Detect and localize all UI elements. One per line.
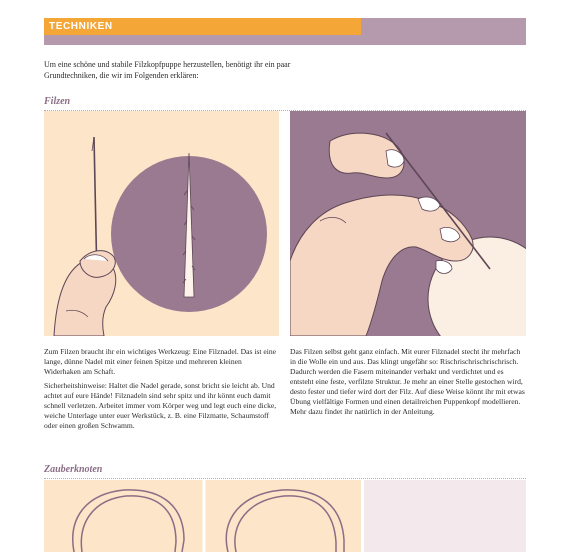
caption-left-paragraph-2: Sicherheitshinweise: Haltet die Nadel gerade, sonst bricht sie leicht ab. Und achtet auf eure Hände! Filznadeln sind sehr spitz und ihr könnt euch damit schnell verletzen. Arbeitet immer vom Körper weg und legt euch eine dicke, weiche Unterlage unter euer Werkstück, z. B. eine Filzmatte, Schaumstoff oder einen großen Schwamm. [44,381,277,430]
felting-hands-illustration [290,111,526,336]
section-divider [44,478,526,479]
caption-right [290,347,526,421]
section-header-title: TECHNIKEN [44,18,361,35]
knot-illustration-extra [364,480,526,552]
caption-left [44,347,280,435]
caption-right-paragraph-1: Das Filzen selbst geht ganz einfach. Mit eurer Filznadel stecht ihr mehrfach in die Wolle ein und aus. Das klingt ungefähr so: Rischrischrischrischrisch. Dadurch werden die Fasern miteinander verhakt und verdichtet und es entsteht eine feste, verfilzte Struktur. Je mehr an einer Stelle gestochen wird, desto fester und tiefer wird dort der Filz. Auf diese Weise könnt ihr mit etwas Übung vielfältige Formen und einen detailreichen Puppenkopf modellieren. Mehr dazu findet ihr natürlich in der Anleitung. [290,347,525,416]
section-title-zauberknoten: Zauberknoten [44,464,103,475]
caption-left-paragraph-1: Zum Filzen braucht ihr ein wichtiges Werkzeug: Eine Filznadel. Das ist eine lange, dünne Nadel mit einer feinen Spitze und mehreren kleinen Widerhaken am Schaft. [44,347,277,376]
intro-text: Um eine schöne und stabile Filzkopfpuppe herzustellen, benötigt ihr ein paar Grundtechniken, die wir im Folgenden erklären: [44,60,291,80]
knot-illustration [44,480,361,552]
needle-illustration [44,111,279,336]
section-title-filzen: Filzen [44,96,71,107]
